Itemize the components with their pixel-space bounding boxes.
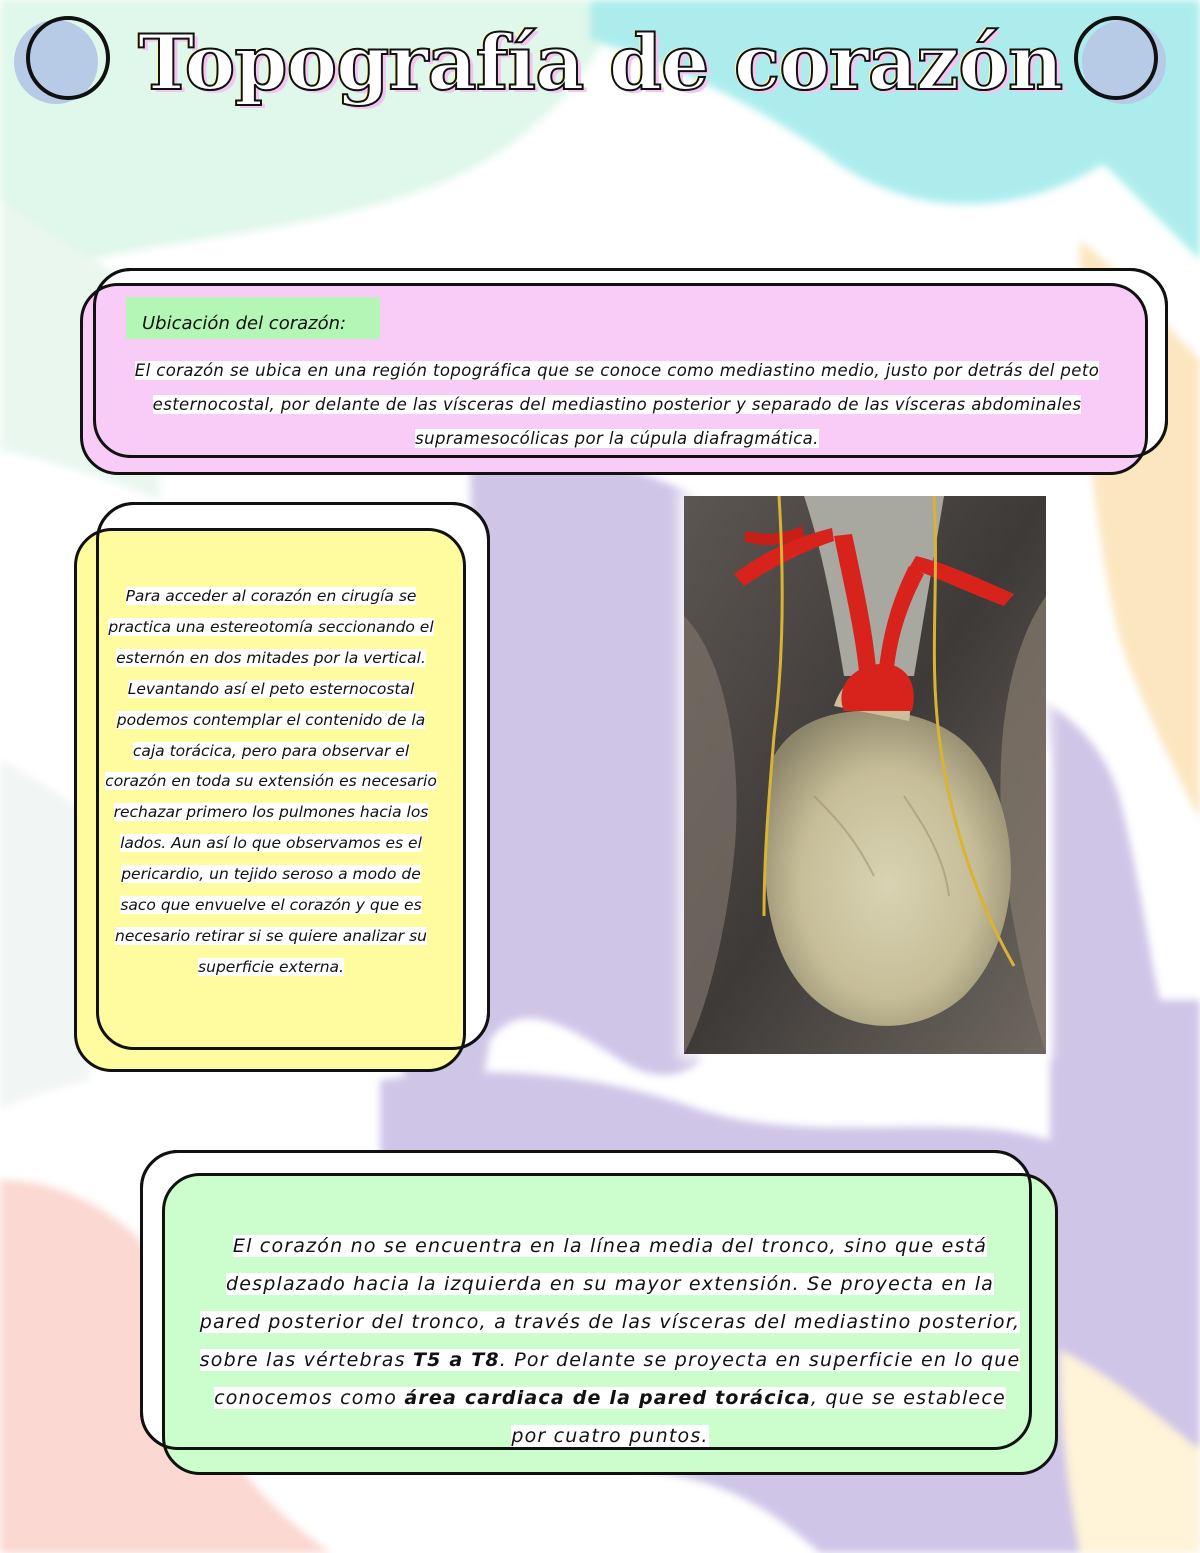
- heart-dissection-photo: [684, 496, 1046, 1054]
- surgery-text: [104, 581, 438, 983]
- cardiac-area-term: área cardiaca de la pared torácica: [404, 1387, 811, 1409]
- projection-text: [195, 1227, 1025, 1455]
- projection-text-part3: , que se establece por cuatro puntos.: [511, 1387, 1006, 1447]
- projection-text-part1: El corazón no se encuentra en la línea media del tronco, sino que está desplazado hacia la izquierda en su mayor extensión. Se proyecta en la pared posterior del tronco, a través de las vísceras del mediastino posterior, sobre las vértebras: [199, 1235, 1021, 1371]
- projection-text-part2: . Por delante se proyecta en superficie en lo que conocemos como: [214, 1349, 1021, 1409]
- vertebrae-range: T5 a T8: [412, 1349, 500, 1371]
- surgery-text-content: Para acceder al corazón en cirugía se practica una estereotomía seccionando el esternón en dos mitades por la vertical. Levantando así el peto esternocostal podemos contemplar el contenido de la caja torácica, pero para observar el corazón en toda su extensión es necesario rechazar primero los pulmones hacia los lados. Aun así lo que observamos es el pericardio, un tejido seroso a modo de saco que envuelve el corazón y que es necesario retirar si se quiere analizar su superficie externa.: [105, 587, 437, 976]
- location-text: [112, 354, 1122, 456]
- page-title: Topografía de corazón: [137, 18, 1063, 107]
- location-text-content: El corazón se ubica en una región topográfica que se conoce como mediastino medio, justo por detrás del peto esternocostal, por delante de las vísceras del mediastino posterior y separado de las vísceras abdominales supramesocólicas por la cúpula diafragmática.: [134, 361, 1100, 448]
- location-heading: Ubicación del corazón:: [126, 297, 380, 339]
